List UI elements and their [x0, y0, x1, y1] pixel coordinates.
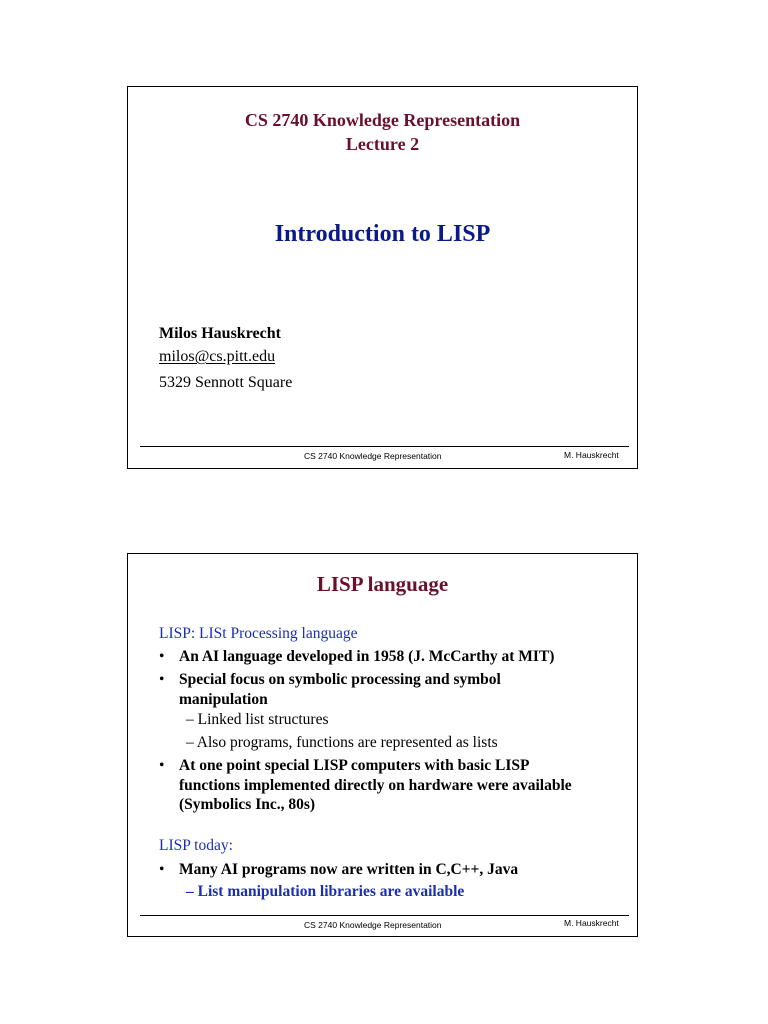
slide-1 — [127, 86, 638, 469]
bullet-text: At one point special LISP computers with basic LISP functions implemented directly on hardware were available (Symbolics Inc., 80s) — [179, 757, 572, 813]
section-heading: LISP: LISt Processing language — [159, 625, 358, 642]
bullet-marker: • — [159, 861, 165, 878]
slide-title: LISP language — [316, 572, 449, 596]
bullet-text: An AI language developed in 1958 (J. McCarthy at MIT) — [179, 648, 555, 665]
footer-author: M. Hauskrecht — [564, 918, 619, 928]
sub-bullet-text: List manipulation libraries are available — [197, 883, 465, 900]
bullet-text: Special focus on symbolic processing and symbol manipulation — [179, 671, 501, 708]
author-email-link[interactable]: milos@cs.pitt.edu — [159, 348, 276, 365]
footer-course: CS 2740 Knowledge Representation — [304, 451, 442, 461]
sub-bullet-text: Linked list structures — [197, 711, 329, 728]
dash-marker: – — [186, 711, 194, 728]
slide-title: Introduction to LISP — [274, 221, 491, 247]
footer-course: CS 2740 Knowledge Representation — [304, 920, 442, 930]
lecture-number: Lecture 2 — [345, 134, 420, 154]
sub-bullet-item — [186, 733, 498, 753]
footer-divider — [140, 915, 629, 916]
dash-marker: – — [186, 734, 194, 751]
bullet-item — [159, 756, 579, 815]
sub-bullet-item — [186, 882, 464, 902]
sub-bullet-text: Also programs, functions are represented as lists — [196, 734, 498, 751]
footer-divider — [140, 446, 629, 447]
bullet-item — [159, 860, 619, 880]
author-office: 5329 Sennott Square — [159, 374, 293, 391]
bullet-marker: • — [159, 757, 165, 774]
section-heading: LISP today: — [159, 837, 233, 854]
course-title: CS 2740 Knowledge Representation — [244, 110, 521, 130]
dash-marker: – — [186, 883, 194, 900]
sub-bullet-item — [186, 710, 329, 730]
author-name: Milos Hauskrecht — [159, 325, 281, 342]
bullet-marker: • — [159, 648, 165, 665]
bullet-item — [159, 670, 539, 709]
bullet-item — [159, 647, 619, 667]
bullet-marker: • — [159, 671, 165, 688]
bullet-text: Many AI programs now are written in C,C++, Java — [179, 861, 519, 878]
footer-author: M. Hauskrecht — [564, 450, 619, 460]
slide-2 — [127, 553, 638, 937]
